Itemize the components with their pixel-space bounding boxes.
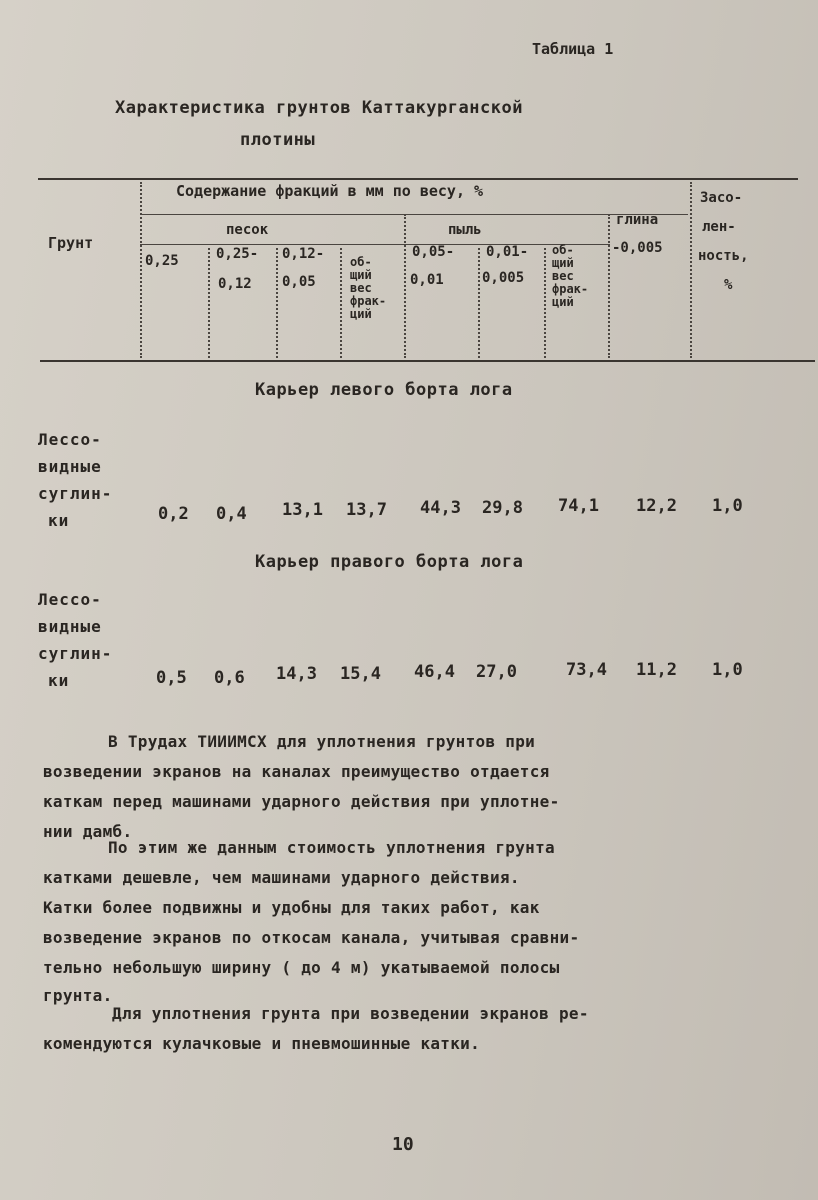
table-cell: 13,7	[346, 500, 387, 520]
sand-total-header: об- щий вес фрак- ций	[350, 255, 387, 321]
table-top-rule	[38, 178, 798, 180]
col-separator	[478, 248, 480, 358]
table-cell: 44,3	[420, 498, 461, 518]
col-separator	[544, 248, 546, 358]
table-cell: 0,6	[214, 668, 245, 688]
table-cell: 1,0	[712, 660, 743, 680]
col-separator	[608, 214, 610, 358]
soil-column-header: Грунт	[48, 234, 94, 252]
sand-group-header: песок	[226, 222, 269, 238]
table-cell: 27,0	[476, 662, 517, 682]
section-title: Карьер левого борта лога	[255, 380, 513, 400]
sand-col-2-header: 0,25-	[216, 246, 259, 262]
table-cell: 0,5	[156, 668, 187, 688]
table-title-line2: плотины	[240, 130, 316, 150]
section-title: Карьер правого борта лога	[255, 552, 524, 572]
table-cell: 46,4	[414, 662, 455, 682]
col-separator	[340, 248, 342, 358]
fractions-group-header: Содержание фракций в мм по весу, %	[176, 182, 484, 200]
table-cell: 14,3	[276, 664, 317, 684]
dust-col-1-header: 0,05-	[412, 244, 455, 260]
dust-group-header: пыль	[448, 222, 482, 238]
table-cell: 11,2	[636, 660, 677, 680]
clay-range: -0,005	[612, 240, 663, 256]
col-separator	[690, 182, 692, 358]
table-cell: 0,4	[216, 504, 247, 524]
dust-col-2-header: 0,01-	[486, 244, 529, 260]
table-cell: 13,1	[282, 500, 323, 520]
salinity-header: Засо- лен- ность, %	[698, 190, 749, 293]
col-separator	[208, 248, 210, 358]
header-bottom-rule	[40, 360, 815, 362]
sand-col-3-header: 0,12-	[282, 246, 325, 262]
dust-total-header: об- щий вес фрак- ций	[552, 243, 589, 309]
sand-col-3-header-line2: 0,05	[282, 274, 316, 290]
col-separator	[140, 182, 142, 358]
dust-col-1-header-line2: 0,01	[410, 272, 444, 288]
table-title-line1: Характеристика грунтов Каттакурганской	[115, 98, 523, 118]
col-separator	[404, 214, 406, 358]
col-separator	[276, 248, 278, 358]
document-page: Таблица 1 Характеристика грунтов Каттакурганской плотины Грунт Содержание фракций в мм по весу, % песок пыль глина -0,005 Засо- лен- ность, % 0,25 0,25- 0,12 0,12- 0,05 об- щий вес фрак- ций 0,05- 0,01 0,01- 0,005 об- щий вес фрак- ций Карьер левого борта лога Лессо- видные суглин- ки 0,2 0,4 13,1 13,7 44,3 29,8 74,1 12,2 1,0 Карьер правого борта лога Лессо- видные суглин- ки 0,5 0,6 14,3 15,4 46,4 27,0 73,4 11,2 1,0 В Трудах ТИИИМСХ для уплотнения грунтов при возведении экранов на каналах преимущество отдается каткам перед машинами ударного действия при уплотне- нии дамб. По этим же данным стоимость уплотнения грунта катками дешевле, чем машинами ударного действия. Катки более подвижны и удобны для таких работ, как возведение экранов по откосам канала, учитывая сравни- тельно небольшую ширину ( до 4 м) укатываемой полосы грунта. Для уплотнения грунта при возведении экранов ре- комендуются кулачковые и пневмошинные катки. 10	[0, 0, 818, 1200]
dust-col-2-header-line2: 0,005	[482, 270, 525, 286]
soil-name: Лессо- видные суглин- ки	[38, 430, 113, 530]
table-cell: 74,1	[558, 496, 599, 516]
table-cell: 1,0	[712, 496, 743, 516]
soil-name: Лессо- видные суглин- ки	[38, 590, 113, 690]
subgroup-rule	[140, 244, 610, 245]
table-label: Таблица 1	[532, 40, 614, 58]
clay-column-header: глина	[616, 212, 659, 228]
table-cell: 12,2	[636, 496, 677, 516]
sand-col-1-header: 0,25	[145, 253, 179, 269]
page-number: 10	[392, 1134, 414, 1155]
fractions-rule	[140, 214, 688, 215]
table-cell: 29,8	[482, 498, 523, 518]
sand-col-2-header-line2: 0,12	[218, 276, 252, 292]
table-cell: 73,4	[566, 660, 607, 680]
table-cell: 0,2	[158, 504, 189, 524]
table-cell: 15,4	[340, 664, 381, 684]
